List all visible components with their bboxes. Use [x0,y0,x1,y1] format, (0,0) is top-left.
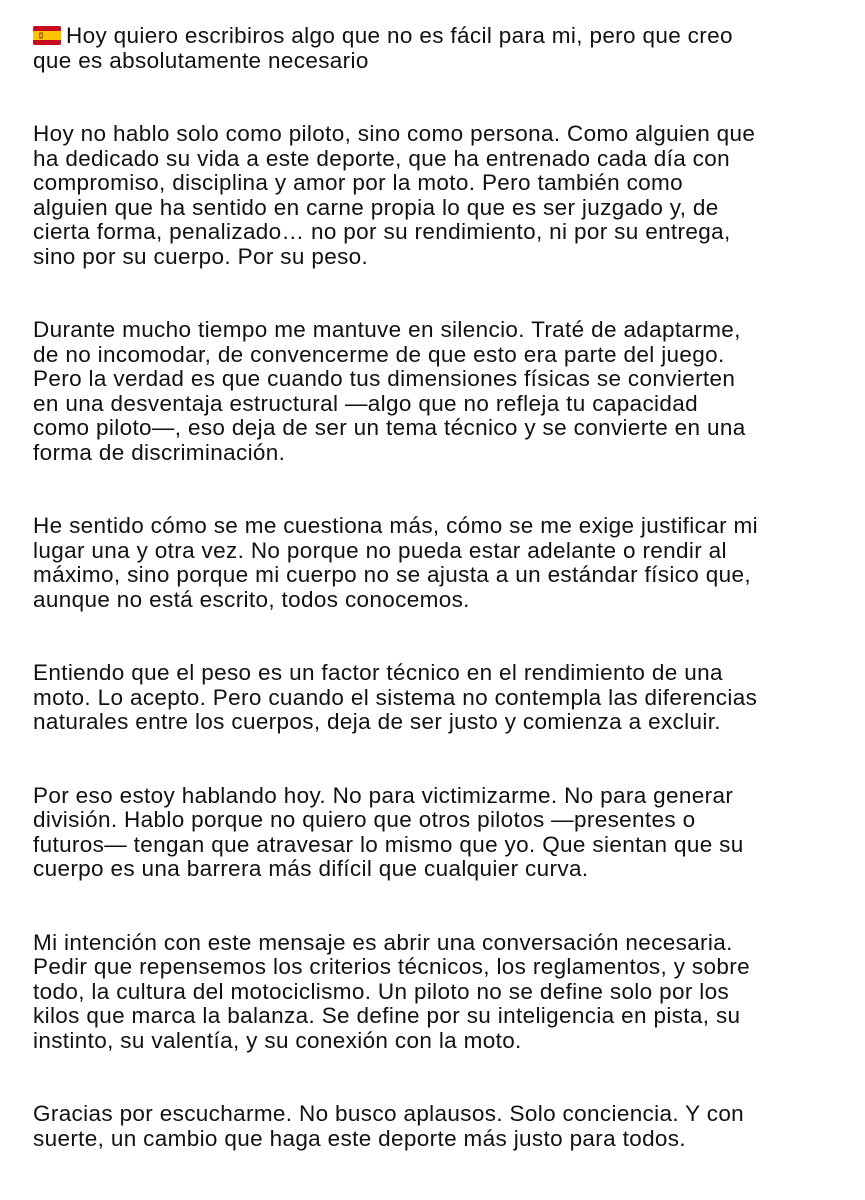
paragraph-intro [33,24,843,73]
paragraph: Hoy no hablo solo como piloto, sino como persona. Como alguien que ha dedicado su vida a este deporte, que ha entrenado cada día con compromiso, disciplina y amor por la moto. Pero también como alguien que ha sentido en carne propia lo que es ser juzgado y, de cierta forma, penalizado… no por su rendimiento, ni por su entrega, sino por su cuerpo. Por su peso. [33,121,756,269]
paragraph: Gracias por escucharme. No busco aplausos. Solo conciencia. Y con suerte, un cambio que haga este deporte más justo para todos. [33,1101,745,1151]
paragraph: Mi intención con este mensaje es abrir una conversación necesaria. Pedir que repensemos los criterios técnicos, los reglamentos, y sobre todo, la cultura del motociclismo. Un piloto no se define solo por los kilos que marca la balanza. Se define por su inteligencia en pista, su instinto, su valentía, y su conexión con la moto. [33,929,750,1053]
paragraph: Entiendo que el peso es un factor técnico en el rendimiento de una moto. Lo acepto. Pero cuando el sistema no contempla las diferencias naturales entre los cuerpos, deja de ser justo y comienza a excluir. [33,660,758,734]
paragraph: He sentido cómo se me cuestiona más, cómo se me exige justificar mi lugar una y otra vez. No porque no pueda estar adelante o rendir al máximo, sino porque mi cuerpo no se ajusta a un estándar físico que, aunque no está escrito, todos conocemos. [33,513,758,612]
paragraph: Durante mucho tiempo me mantuve en silencio. Traté de adaptarme, de no incomodar, de convencerme de que esto era parte del juego. Pero la verdad es que cuando tus dimensiones físicas se convierten en una desventaja estructural —algo que no refleja tu capacidad como piloto—, eso deja de ser un tema técnico y se convierte en una forma de discriminación. [33,317,746,465]
spain-flag-icon [33,26,61,45]
paragraph: Por eso estoy hablando hoy. No para victimizarme. No para generar división. Hablo porque no quiero que otros pilotos —presentes o futuros— tengan que atravesar lo mismo que yo. Que sientan que su cuerpo es una barrera más difícil que cualquier curva. [33,782,744,881]
paragraph-text: Hoy quiero escribiros algo que no es fácil para mi, pero que creo que es absolutamente necesario [33,23,733,73]
